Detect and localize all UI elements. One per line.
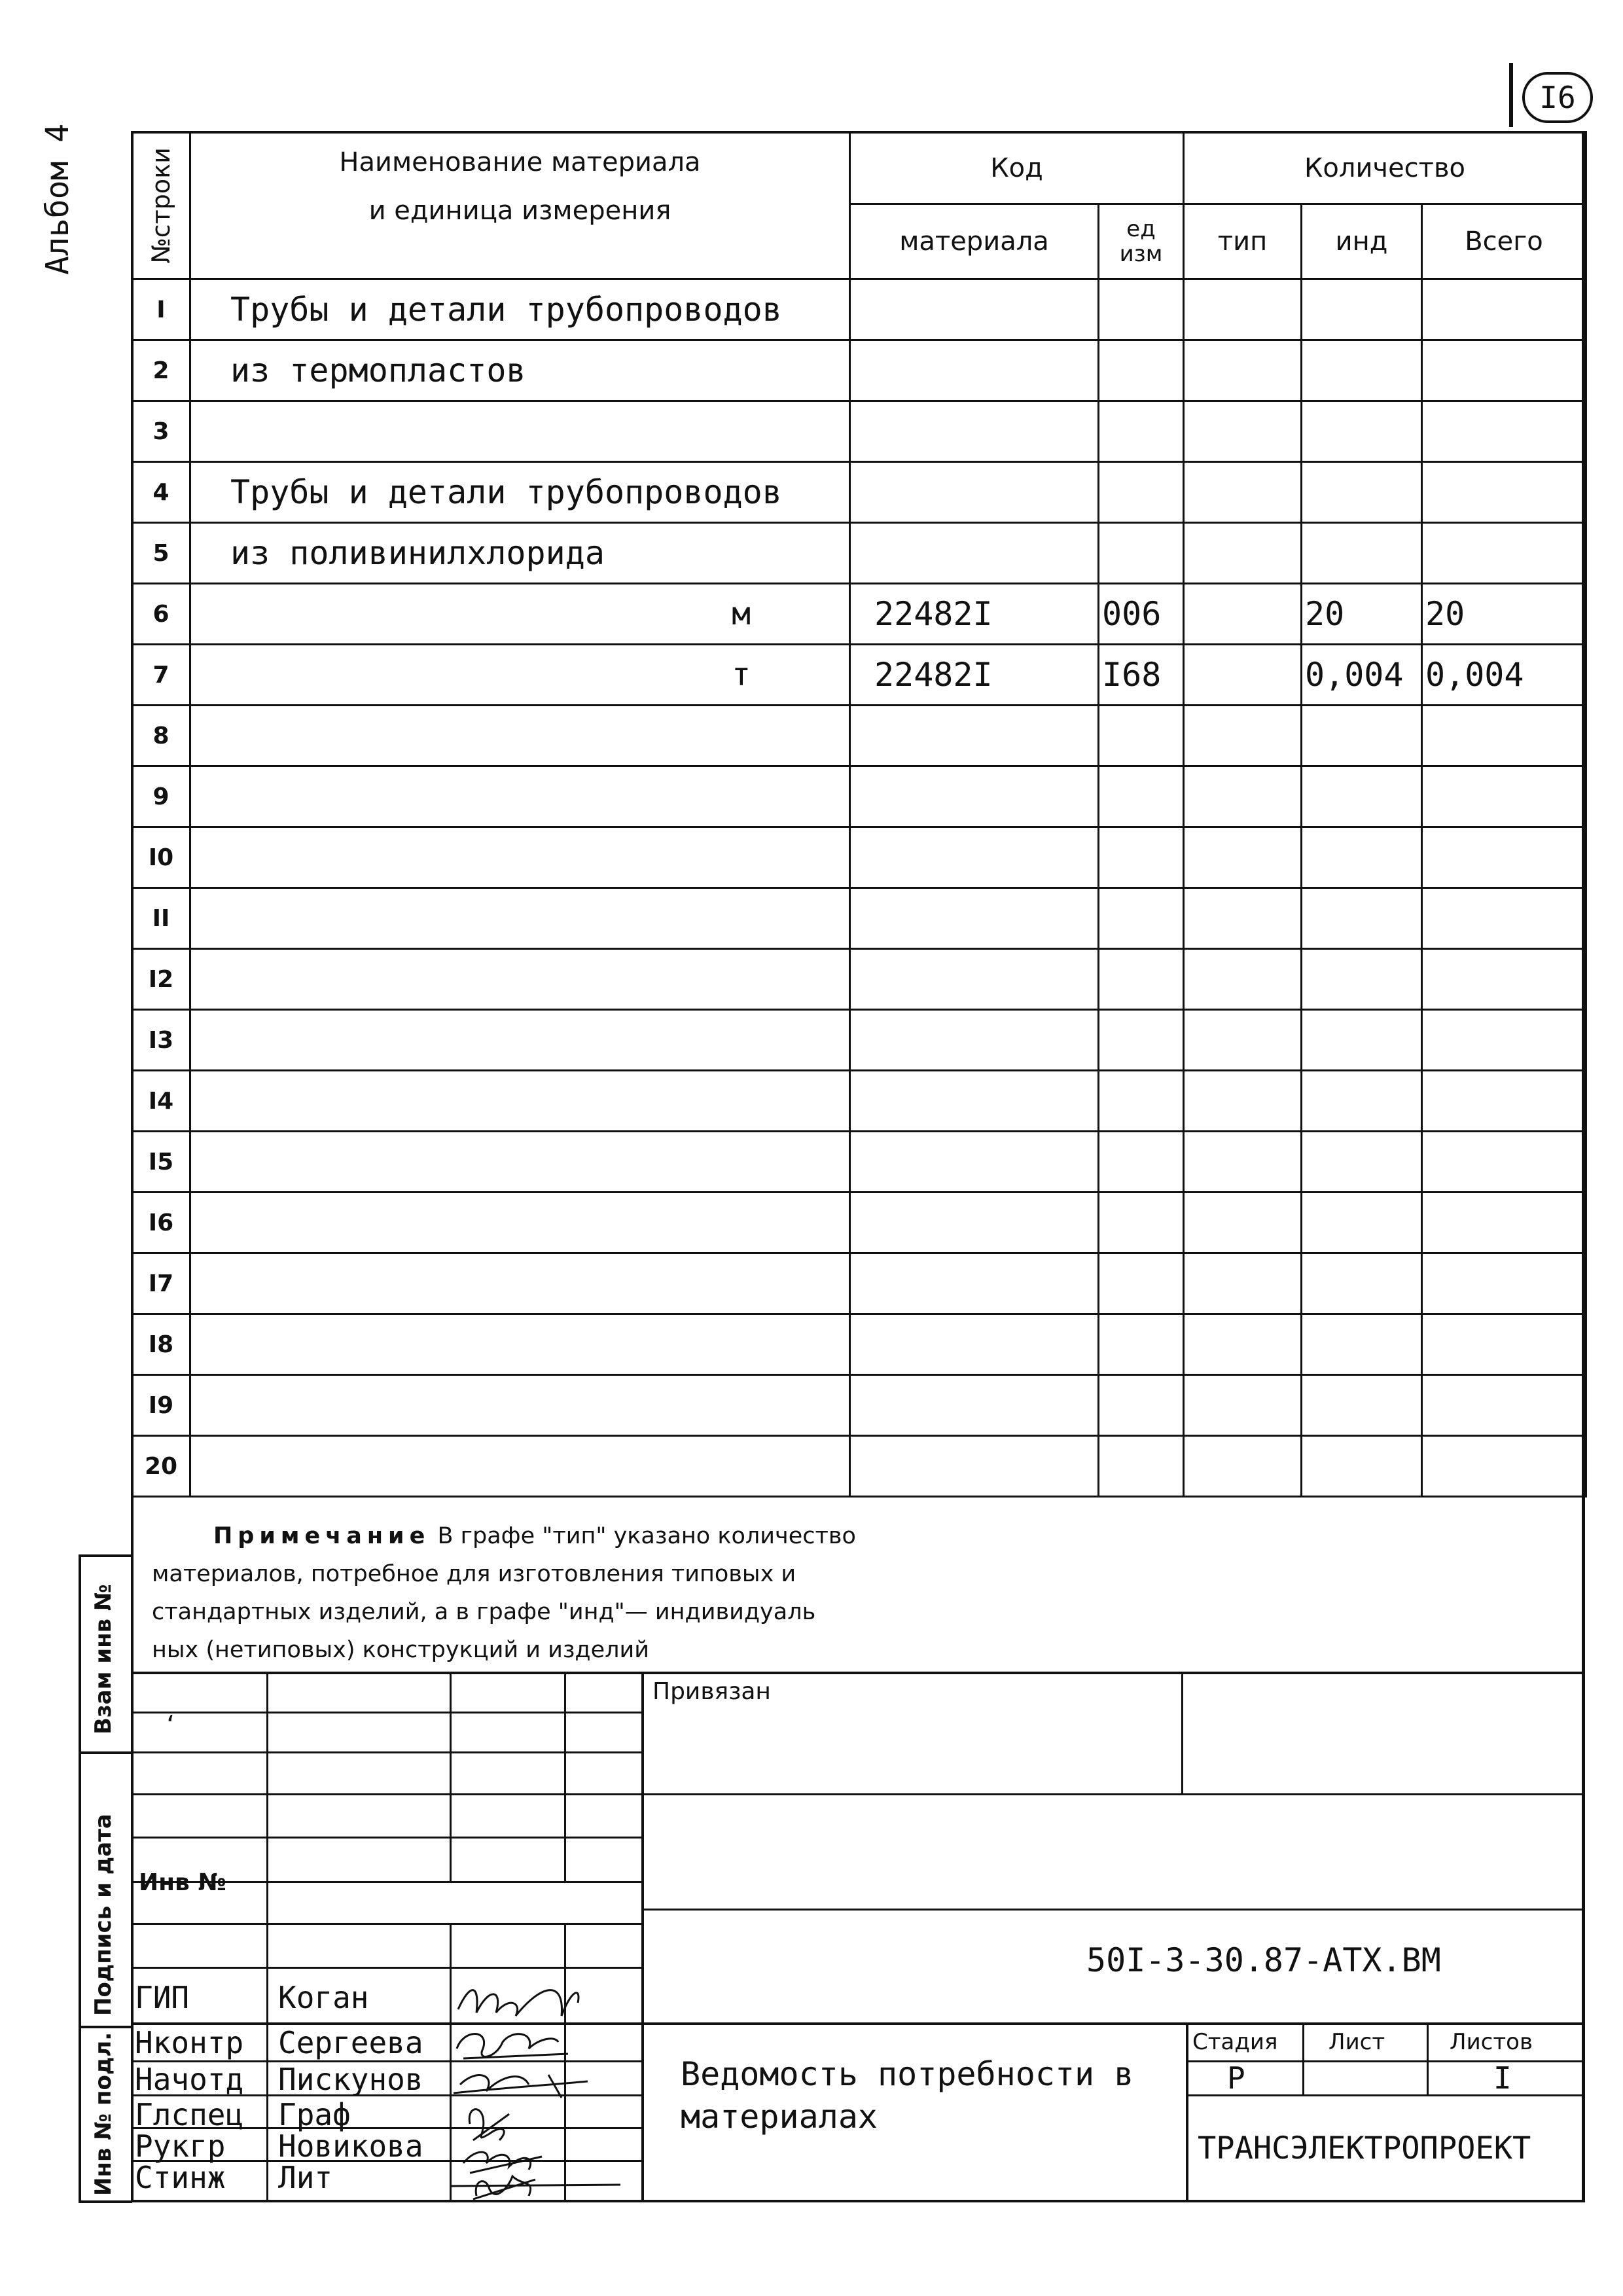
stamp-sheets-value: I xyxy=(1493,2060,1512,2096)
unit-code: I68 xyxy=(1102,656,1162,694)
signature-sergeeva xyxy=(457,2034,568,2059)
stamp-hline-4 xyxy=(131,1837,641,1839)
material-unit: т xyxy=(732,656,751,693)
stamp-role: Начотд xyxy=(135,2062,244,2097)
sheet-number-badge xyxy=(1522,72,1593,123)
header-row-number-label: №строки xyxy=(147,147,175,264)
stamp-person-name: Граф xyxy=(278,2097,351,2132)
header-qty-total: Всего xyxy=(1422,204,1586,279)
row-number: I3 xyxy=(148,1026,174,1054)
signature-graf xyxy=(469,2109,509,2140)
stamp-sheets-label: Листов xyxy=(1450,2029,1533,2055)
row-number: I xyxy=(156,296,166,323)
material-name: из термопластов xyxy=(230,351,526,389)
unit-code: 006 xyxy=(1102,595,1162,633)
qty-total: 0,004 xyxy=(1425,656,1524,694)
margin-div1 xyxy=(79,1751,132,1754)
stamp-role: Глспец xyxy=(135,2097,244,2132)
stamp-vline-3a xyxy=(564,1672,566,1881)
stamp-person-name: Коган xyxy=(278,1980,369,2015)
signature-piskunov xyxy=(454,2075,588,2098)
material-name: из поливинилхлорида xyxy=(230,534,605,572)
stamp-stage-value: Р xyxy=(1227,2060,1245,2096)
qty-total: 20 xyxy=(1425,595,1465,633)
stamp-linked-label: Привязан xyxy=(652,1678,771,1705)
row-number: 20 xyxy=(144,1452,178,1480)
qty-ind: 20 xyxy=(1305,595,1345,633)
stamp-role: Рукгр xyxy=(135,2128,226,2164)
stamp-role: ГИП xyxy=(135,1980,190,2015)
material-code: 22482I xyxy=(874,595,993,633)
row-number: I7 xyxy=(148,1270,174,1297)
row-number: I2 xyxy=(148,965,174,993)
stamp-person-name: Пискунов xyxy=(278,2062,423,2097)
row-number: I4 xyxy=(148,1087,174,1115)
note-lead: Примечание xyxy=(213,1523,431,1549)
stamp-hline-6 xyxy=(131,1923,641,1925)
stamp-title-line2: материалах xyxy=(681,2098,878,2136)
stamp-stage-vline2 xyxy=(1427,2022,1429,2094)
material-name: Трубы и детали трубопроводов xyxy=(230,291,782,329)
stamp-inv-label: Инв № xyxy=(139,1869,226,1896)
note-line1-text: В графе "тип" указано количество xyxy=(437,1523,856,1549)
signature-novikova xyxy=(463,2152,542,2173)
row-number: 4 xyxy=(152,478,169,506)
stamp-stage-vline1 xyxy=(1302,2022,1304,2094)
stamp-vline-2a xyxy=(450,1672,452,1881)
header-code-material: материала xyxy=(850,204,1099,279)
stamp-stage-divider xyxy=(1186,2022,1188,2202)
row-number: I5 xyxy=(148,1148,174,1175)
material-name: Трубы и детали трубопроводов xyxy=(230,473,782,511)
header-qty-ind: инд xyxy=(1302,204,1422,279)
row-number: I0 xyxy=(148,844,174,871)
row-number: 8 xyxy=(152,722,169,749)
margin-bottom-line xyxy=(79,2200,132,2203)
album-label: Альбом 4 xyxy=(39,123,76,275)
stamp-sheet-label: Лист xyxy=(1329,2029,1385,2055)
row-number: 5 xyxy=(152,539,169,567)
header-quantity: Количество xyxy=(1184,132,1586,204)
row-number: 6 xyxy=(152,600,169,628)
header-code-unit-line2: изм xyxy=(1119,241,1163,267)
sheet-number: I6 xyxy=(1539,80,1576,115)
header-code: Код xyxy=(850,132,1184,204)
row-number: I8 xyxy=(148,1331,174,1358)
margin-left-line xyxy=(79,1554,81,2202)
stamp-mark: ‘ xyxy=(164,1712,177,1738)
row-number: II xyxy=(152,905,170,932)
material-code: 22482I xyxy=(874,656,993,694)
badge-divider xyxy=(1509,63,1513,127)
signature-lit xyxy=(450,2176,620,2199)
header-name-line1: Наименование материала xyxy=(339,147,701,177)
row-number: 3 xyxy=(152,418,169,445)
signature-kogan xyxy=(458,1990,579,2016)
note-line2: материалов, потребное для изготовления типовых и xyxy=(152,1561,796,1587)
stamp-top-line xyxy=(131,1672,1585,1674)
stamp-stage-hline1 xyxy=(1186,2060,1585,2062)
stamp-designation: 50I-3-30.87-АТХ.ВМ xyxy=(1086,1941,1441,1979)
margin-inv-podl: Инв № подл. xyxy=(90,2032,116,2196)
header-code-unit-line1: ед xyxy=(1126,216,1156,242)
row-number: 9 xyxy=(152,783,169,810)
row-number: I9 xyxy=(148,1391,174,1419)
row-number: 2 xyxy=(152,357,169,384)
header-name-line2: и единица измерения xyxy=(368,196,671,226)
row-number: I6 xyxy=(148,1209,174,1236)
stamp-hline-7 xyxy=(131,1967,641,1969)
note-line3: стандартных изделий, а в графе "инд"— индивидуаль xyxy=(152,1599,816,1625)
stamp-design-top xyxy=(641,1909,1585,1910)
header-qty-type: тип xyxy=(1184,204,1302,279)
signatures-image xyxy=(450,1977,647,2202)
margin-sign-date: Подпись и дата xyxy=(90,1814,116,2016)
stamp-linked-bottom xyxy=(641,1793,1585,1795)
stamp-hline-1 xyxy=(131,1712,641,1713)
margin-div2 xyxy=(79,2026,132,2028)
qty-ind: 0,004 xyxy=(1305,656,1404,694)
material-unit: м xyxy=(732,596,751,632)
stamp-hline-2 xyxy=(131,1751,641,1753)
stamp-person-name: Сергеева xyxy=(278,2025,423,2060)
stamp-hline-3 xyxy=(131,1793,641,1795)
stamp-linked-divider xyxy=(1181,1672,1183,1793)
margin-vzam-inv: Взам инв № xyxy=(90,1584,116,1734)
stamp-role: Нконтр xyxy=(135,2025,244,2060)
sheet-frame xyxy=(131,131,1585,2202)
margin-top-line xyxy=(79,1554,132,1557)
stamp-stage-hline2 xyxy=(1186,2094,1585,2096)
stamp-organization: ТРАНСЭЛЕКТРОПРОЕКТ xyxy=(1198,2130,1531,2166)
note-line4: ных (нетиповых) конструкций и изделий xyxy=(152,1637,650,1663)
stamp-role: Стинж xyxy=(135,2160,226,2195)
stamp-person-name: Новикова xyxy=(278,2128,423,2164)
stamp-title-line1: Ведомость потребности в xyxy=(681,2055,1134,2093)
stamp-person-name: Лит xyxy=(278,2160,333,2195)
stamp-stage-label: Стадия xyxy=(1192,2029,1278,2055)
row-number: 7 xyxy=(152,661,169,689)
